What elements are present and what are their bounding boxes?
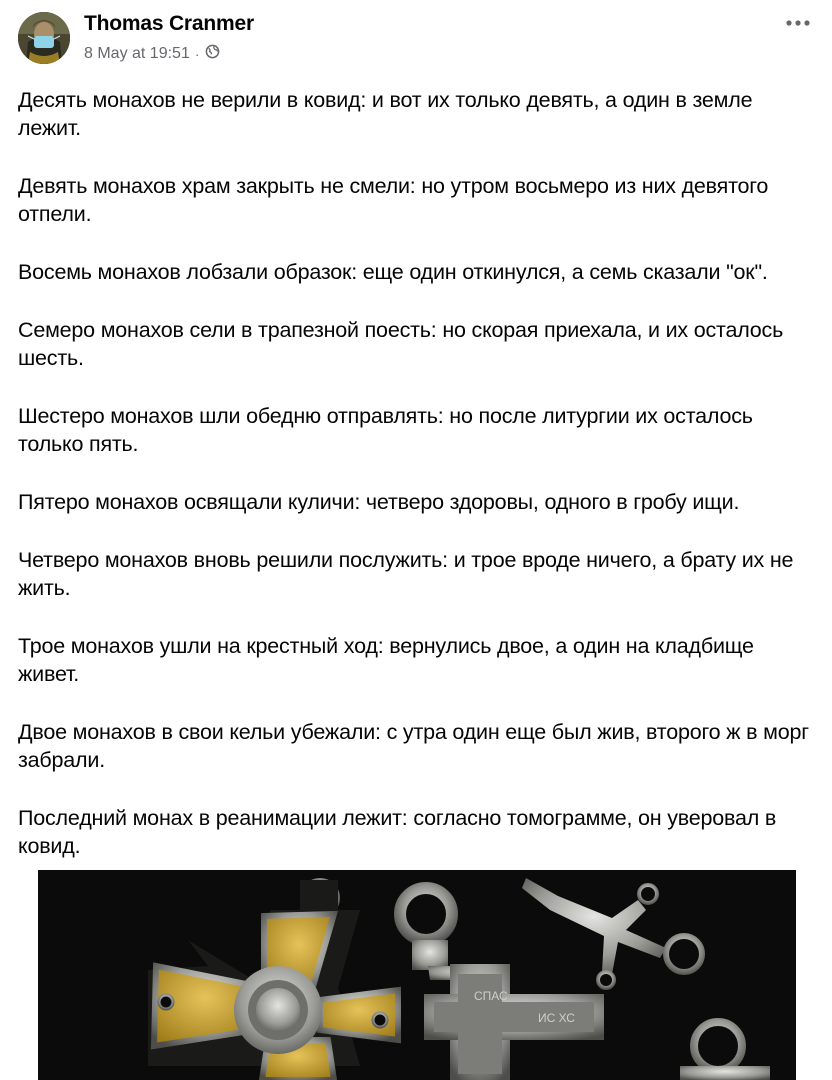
post-photo[interactable] (38, 870, 796, 1080)
crosses-image (38, 870, 796, 1080)
post-paragraph: Десять монахов не верили в ковид: и вот их только девять, а один в земле лежит. (18, 88, 753, 140)
post-header (0, 0, 832, 80)
post-paragraph: Шестеро монахов шли обедню отправлять: но после литургии их осталось только пять. (18, 404, 753, 456)
avatar[interactable] (18, 12, 70, 64)
post-paragraph: Последний монах в реанимации лежит: согласно томограмме, он уверовал в ковид. (18, 806, 777, 858)
post-paragraph: Семеро монахов сели в трапезной поесть: но скорая приехала, и их осталось шесть. (18, 318, 784, 370)
post-paragraph: Пятеро монахов освящали куличи: четверо здоровы, одного в гробу ищи. (18, 490, 740, 514)
meta-separator: · (194, 46, 200, 62)
post-paragraph: Девять монахов храм закрыть не смели: но утром восьмеро из них девятого отпели. (18, 174, 769, 226)
post-paragraph: Четверо монахов вновь решили послужить: и трое вроде ничего, а брату их не жить. (18, 548, 794, 600)
post-paragraph: Двое монахов в свои кельи убежали: с утра один еще был жив, второго ж в морг забрали. (18, 720, 809, 772)
post-paragraph: Трое монахов ушли на крестный ход: вернулись двое, а один на кладбище живет. (18, 634, 754, 686)
avatar-image (18, 12, 70, 64)
post-body (18, 86, 818, 890)
svg-text:ИС ХС: ИС ХС (538, 1011, 575, 1025)
author-name[interactable]: Thomas Cranmer (84, 12, 254, 35)
more-options-icon[interactable] (780, 8, 816, 38)
post-paragraph: Восемь монахов лобзали образок: еще один откинулся, а семь сказали "ок". (18, 260, 768, 284)
post-meta (84, 44, 220, 64)
post-timestamp[interactable]: 8 May at 19:51 (84, 45, 190, 62)
globe-icon[interactable] (205, 44, 220, 64)
svg-text:СПАС: СПАС (474, 989, 508, 1003)
